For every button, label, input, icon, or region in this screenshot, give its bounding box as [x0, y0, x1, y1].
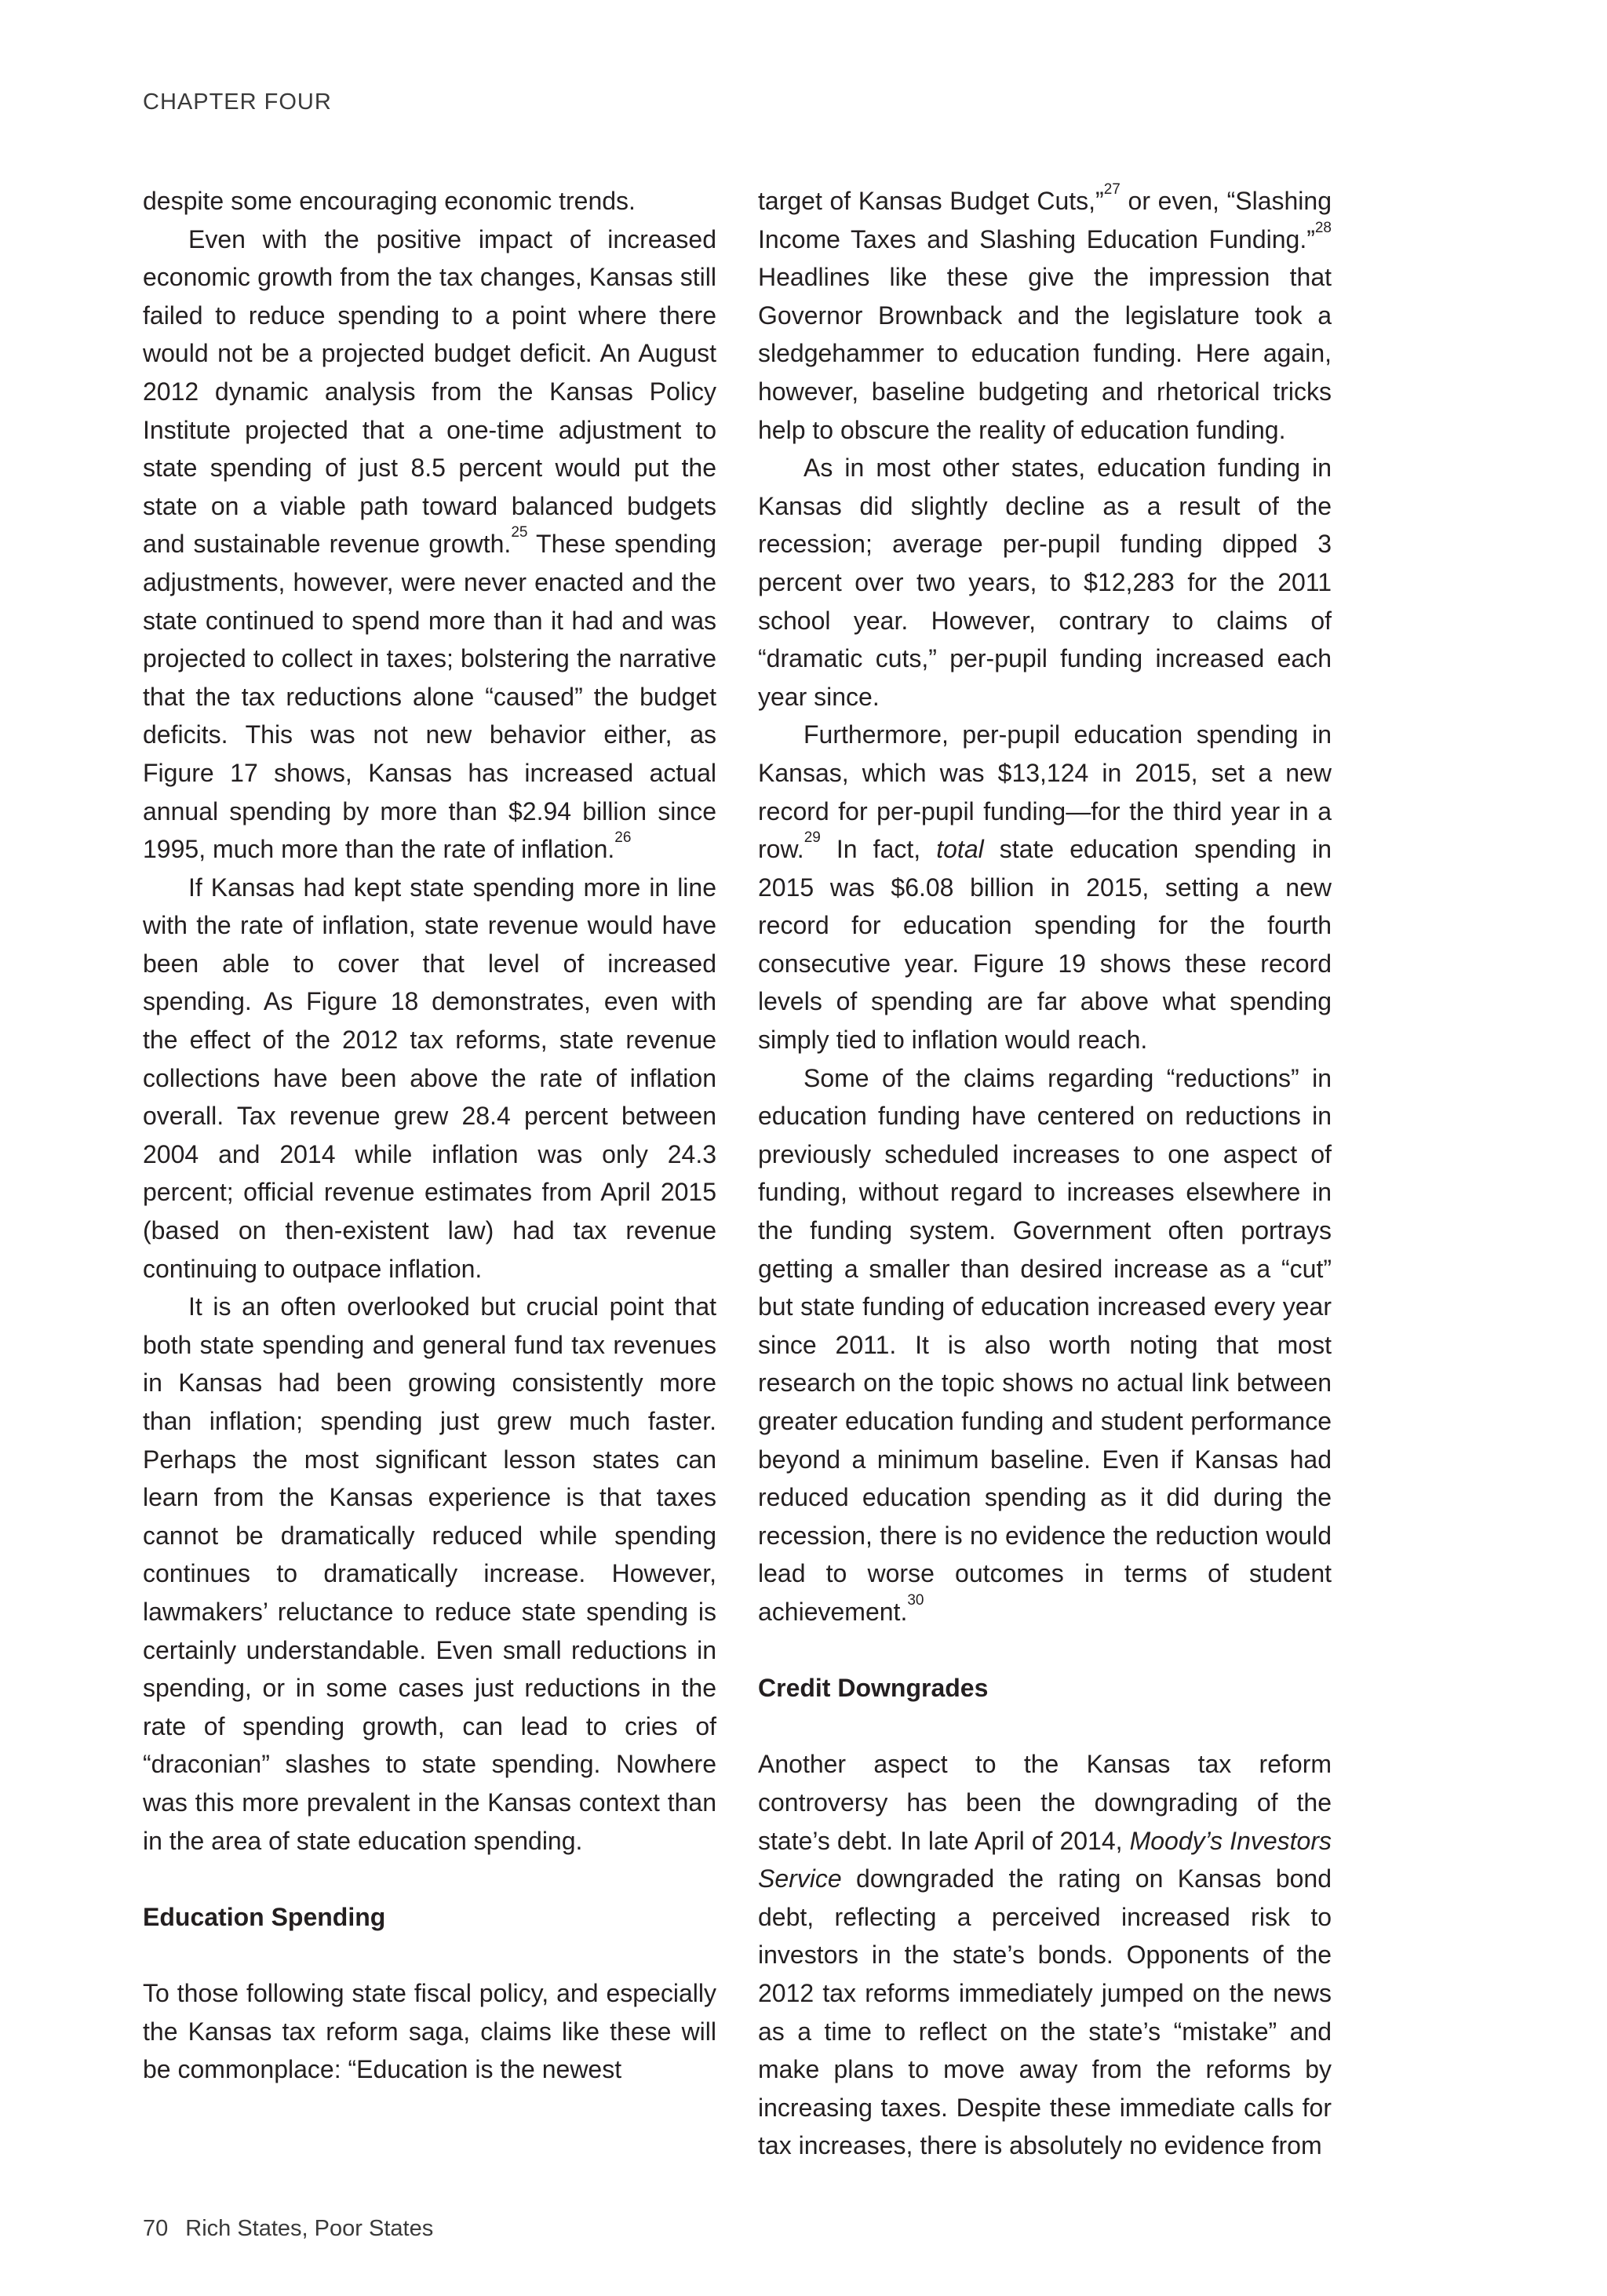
paragraph: despite some encouraging economic trends. [143, 187, 636, 215]
paragraph [758, 716, 1332, 1059]
paragraph [758, 182, 1332, 449]
paragraph: To those following state fiscal policy, and especially the Kansas tax reform saga, claims like these will be commonplace: “Education is the newest [143, 1978, 716, 2084]
text-run: Headlines like these give the impression that Governor Brownback and the legislature took a sledgehammer to education funding. Here again, however, baseline budgeting and rhetorical tricks help to obscure the reality of education funding. [758, 263, 1332, 444]
page-number: 70 [143, 2216, 169, 2241]
text-run: downgraded the rating on Kansas bond debt, reflecting a perceived increased risk to investors in the state’s bonds. Opponents of the 2012 tax reforms immediately jumped on the news as a time to reflect on the state’s “mistake” and make plans to move away from the reforms by increasing taxes. Despite these immediate calls for tax increases, there is absolutely no evidence from [758, 1864, 1332, 2160]
text-run: state education spending in 2015 was $6.08 billion in 2015, setting a new record for education spending for the fourth consecutive year. Figure 19 shows these record levels of spending are far above what spending simply tied to inflation would reach. [758, 835, 1332, 1055]
emphasis: total [936, 835, 984, 864]
footnote-ref: 28 [1314, 219, 1332, 236]
paragraph: As in most other states, education funding in Kansas did slightly decline as a result of the recession; average per-pupil funding dipped 3 percent over two years, to $12,283 for the 2011 school year. However, contrary to claims of “dramatic cuts,” per-pupil funding increased each year since. [758, 454, 1332, 711]
text-run: target of Kansas Budget Cuts,” [758, 187, 1104, 215]
footnote-ref: 26 [614, 829, 632, 847]
text-run: Some of the claims regarding “reductions” in education funding have centered on reductions in previously scheduled increases to one aspect of funding, without regard to increases elsewhere in the funding system. Government often portrays getting a smaller than desired increase as a “cut” but state funding of education increased every year since 2011. It is also worth noting that most research on the topic shows no actual link between greater education funding and student performance beyond a minimum baseline. Even if Kansas had reduced education spending as it did during the recession, there is no evidence the reduction would lead to worse outcomes in terms of student achievement. [758, 1063, 1332, 1626]
right-column [758, 182, 1332, 2165]
left-column [143, 182, 716, 2089]
emphasis: Moody’s Investors Service [758, 1826, 1332, 1893]
spacer [758, 1631, 1332, 1670]
text-run: Furthermore, per-pupil education spending in Kansas, which was $13,124 in 2015, set a new record for per-pupil funding—for the third year in a row. [758, 720, 1332, 864]
spacer [143, 1860, 716, 1898]
footnote-ref: 27 [1103, 181, 1121, 198]
text-run: In fact, [820, 835, 937, 864]
spacer [143, 1936, 716, 1974]
section-heading: Education Spending [143, 1902, 386, 1931]
text-run: or even, “Slashing Income Taxes and Slashing Education Funding.” [758, 187, 1332, 253]
text-run: Another aspect to the Kansas tax reform controversy has been the downgrading of the state’s debt. In late April of 2014, [758, 1750, 1332, 1855]
book-title: Rich States, Poor States [185, 2216, 434, 2241]
page-footer [143, 2216, 450, 2242]
paragraph: It is an often overlooked but crucial point that both state spending and general fund tax revenues in Kansas had been growing consistently more than inflation; spending just grew much faster. Perhaps the most significant lesson states can learn from the Kansas experience is that taxes cannot be dramatically reduced while spending continues to dramatically increase. However, lawmakers’ reluctance to reduce state spending is certainly understandable. Even small reductions in spending, or in some cases just reductions in the rate of spending growth, can lead to cries of “draconian” slashes to state spending. Nowhere was this more prevalent in the Kansas context than in the area of state education spending. [143, 1292, 716, 1855]
paragraph [758, 1745, 1332, 2165]
footnote-ref: 25 [511, 524, 528, 541]
paragraph: If Kansas had kept state spending more in line with the rate of inflation, state revenue would have been able to cover that level of increased spending. As Figure 18 demonstrates, even with the effect of the 2012 tax reforms, state revenue collections have been above the rate of inflation overall. Tax revenue grew 28.4 percent between 2004 and 2014 while inflation was only 24.3 percent; official revenue estimates from April 2015 (based on then-existent law) had tax revenue continuing to outpace inflation. [143, 873, 716, 1283]
paragraph [758, 1059, 1332, 1631]
running-head: CHAPTER FOUR [143, 89, 332, 115]
spacer [758, 1707, 1332, 1746]
text-run: Even with the positive impact of increased economic growth from the tax changes, Kansas still failed to reduce spending to a point where there would not be a projected budget deficit. An August 2012 dynamic analysis from the Kansas Policy Institute projected that a one-time adjustment to state spending of just 8.5 percent would put the state on a viable path toward balanced budgets and sustainable revenue growth. [143, 224, 716, 559]
text-run: These spending adjustments, however, were never enacted and the state continued to spend more than it had and was projected to collect in taxes; bolstering the narrative that the tax reductions alone “caused” the budget deficits. This was not new behavior either, as Figure 17 shows, Kansas has increased actual annual spending by more than $2.94 billion since 1995, much more than the rate of inflation. [143, 530, 717, 864]
section-heading: Credit Downgrades [758, 1674, 989, 1703]
footnote-ref: 29 [804, 829, 821, 847]
footnote-ref: 30 [907, 1591, 924, 1609]
paragraph [143, 220, 716, 869]
